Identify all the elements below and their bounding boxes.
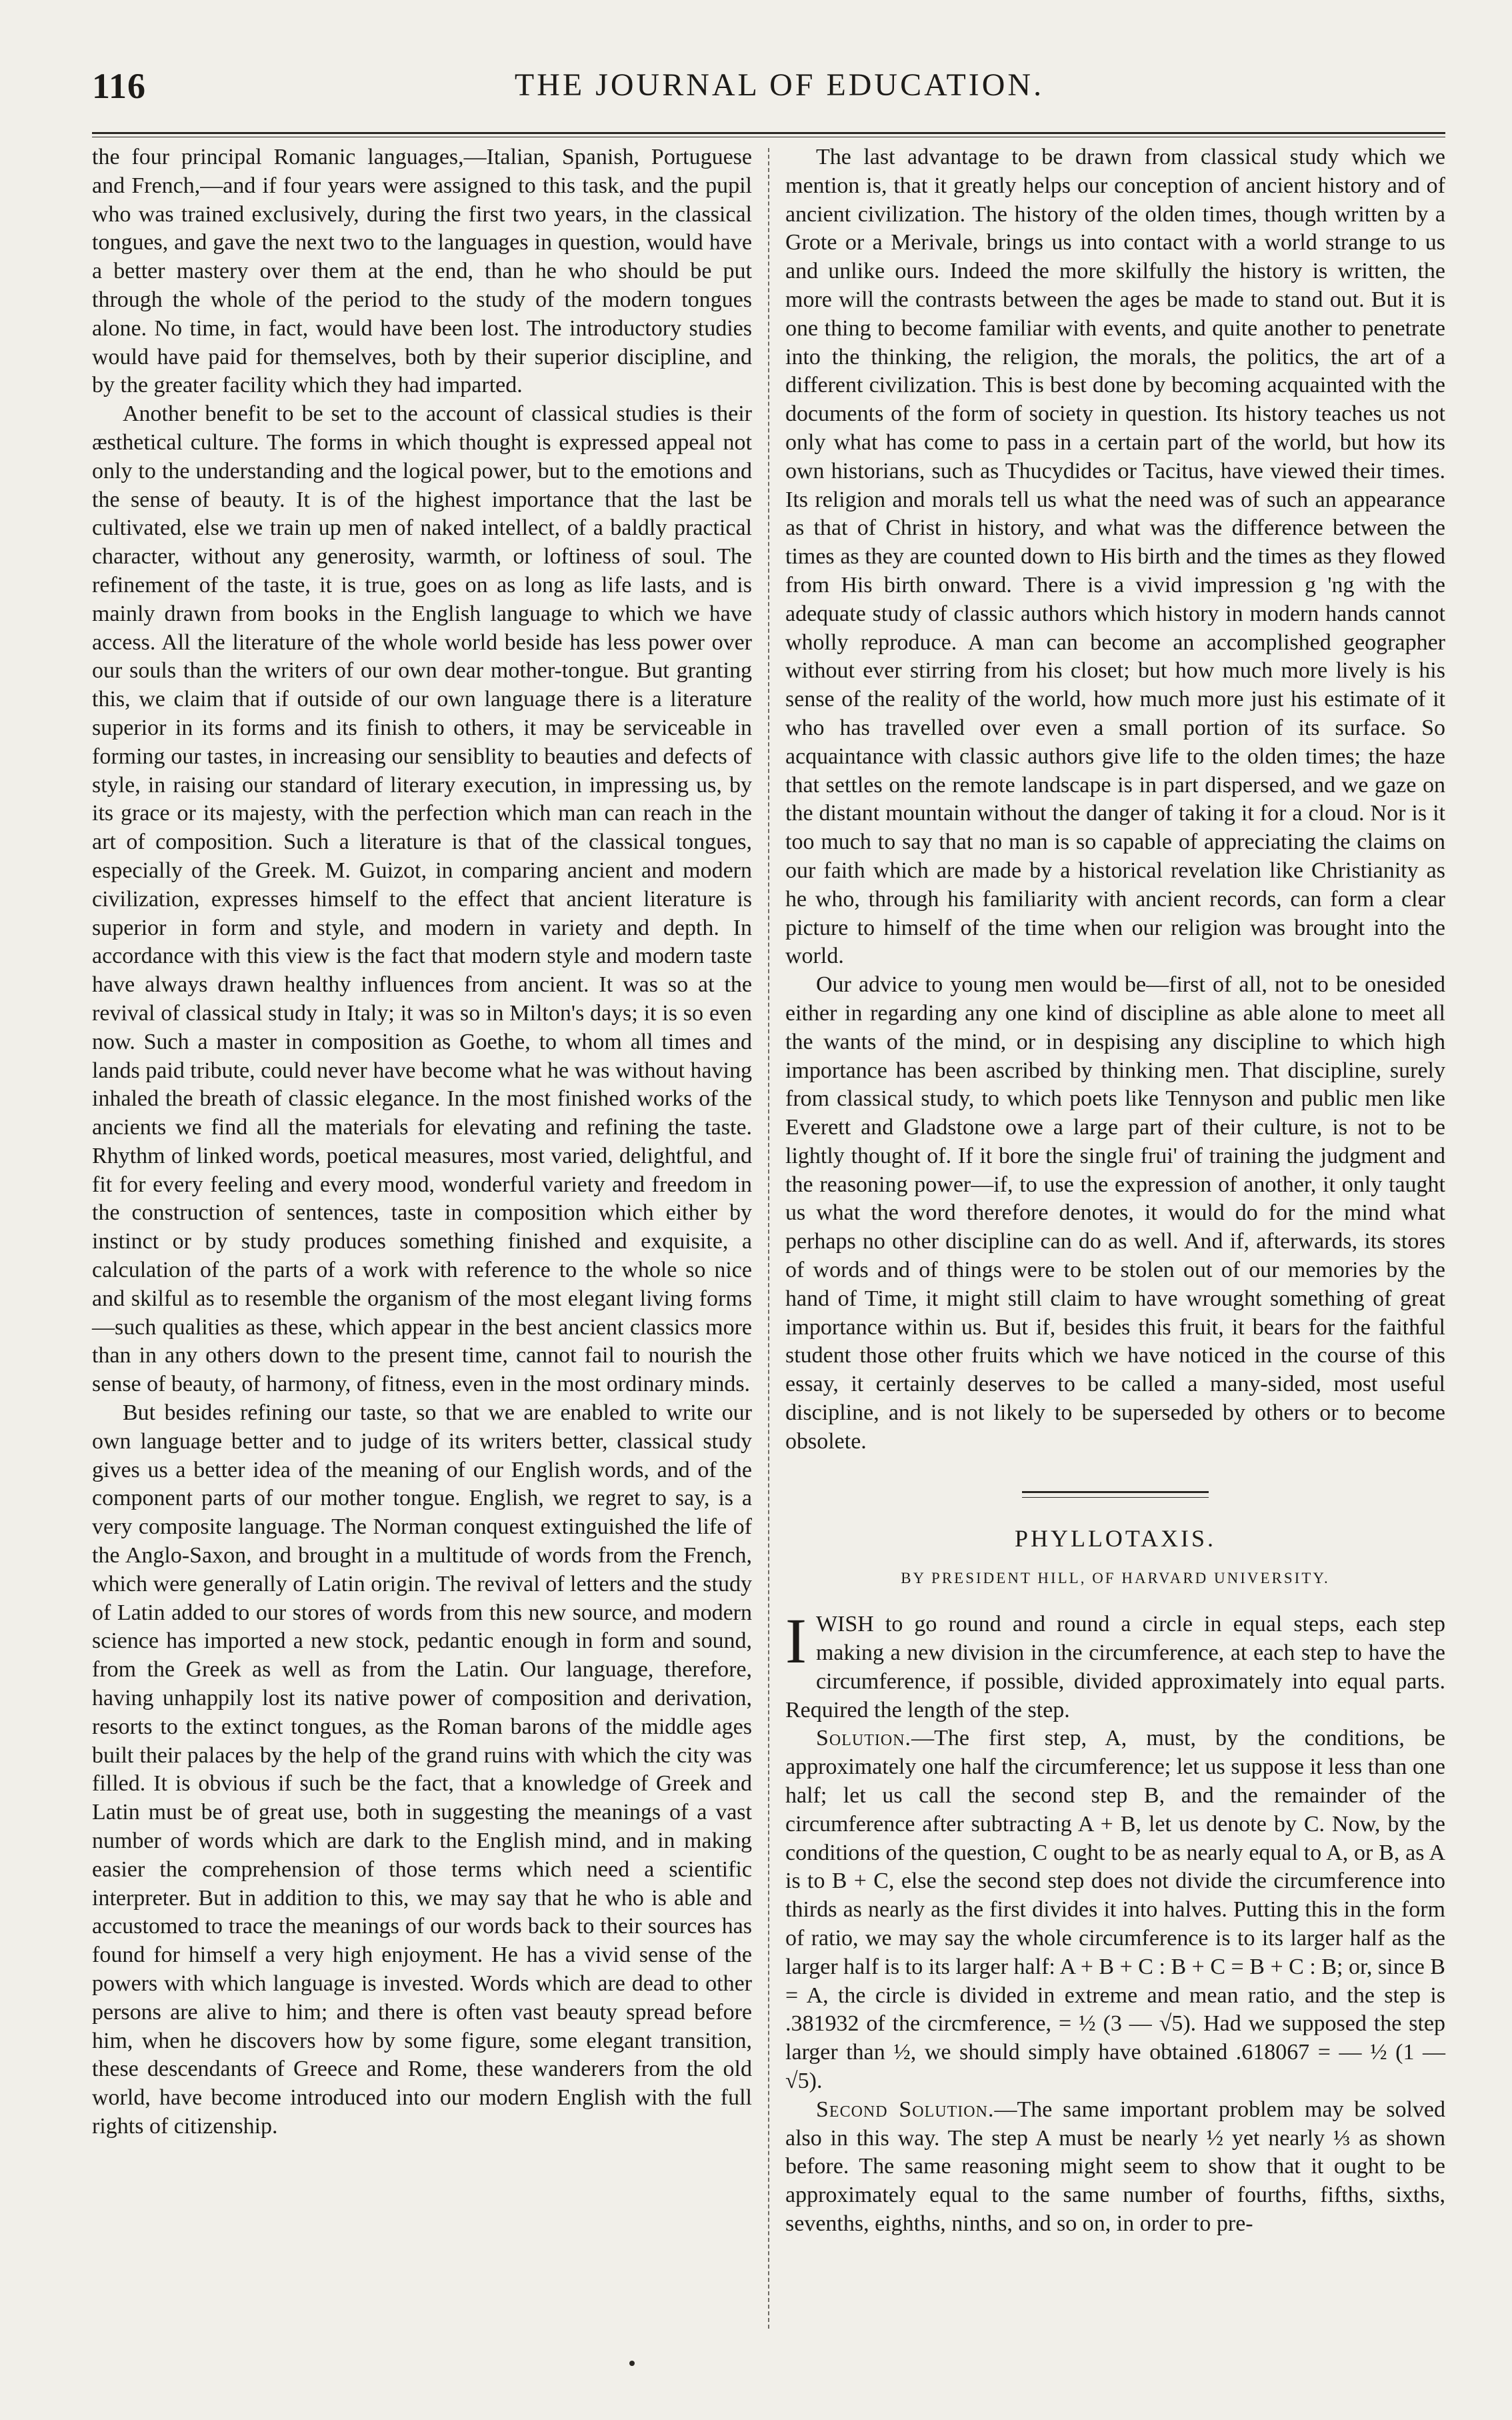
solution-label: Solution. — [816, 1726, 912, 1751]
page-number: 116 — [92, 66, 147, 106]
solution-text: —The first step, A, must, by the conditions, be approximately one half the circumference; let us suppose it less than one half; let us call the second step B, and the remainder of the circumference after subtracting A + B, let us denote by C. Now, by the conditions of the question, C ought to be as nearly equal to A, or B, as A is to B + C, else the second step does not divide the circumference into thirds as nearly as the first divides it into halves. Putting this in the form of ratio, we may say the whole circumference is to its larger half as the larger half is to its larger half: A + B + C : B + C = B + C : B; or, since B = A, the circle is divided in extreme and mean ratio, and the step is .381932 of the circmference, = ½ (3 — √5). Had we supposed the step larger than ½, we should simply have obtained .618067 = — ½ (1 — √5). — [785, 1726, 1445, 2093]
column-divider — [768, 148, 769, 2329]
article-byline: BY PRESIDENT HILL, OF HARVARD UNIVERSITY. — [901, 1570, 1330, 1587]
second-solution-label: Second Solution. — [816, 2097, 995, 2122]
running-head: THE JOURNAL OF EDUCATION. — [514, 67, 1045, 103]
problem-paragraph — [785, 1605, 1445, 1724]
left-column — [92, 143, 752, 2141]
right-paragraph-2: Our advice to young men would be—first of all, not to be onesided either in regarding any one kind of discipline as able alone to meet all the wants of the mind, or in despising any discipline to which high importance has been ascribed by thinking men. That discipline, surely from classical study, to which poets like Tennyson and public men like Everett and Gladstone owe a large part of their culture, is not to be lightly thought of. If it bore the single frui' of training the judgment and the reasoning power—if, to use the expression of another, it only taught us what the word therefore denotes, it would do for the mind what perhaps no other discipline can do as well. And if, afterwards, its stores of words and of things were to be stolen out of our memories by the hand of Time, it might still claim to have wrought something of great importance within us. But if, besides this fruit, it bears for the faithful student those other fruits which we have noticed in the course of this essay, it certainly deserves to be called a many-sided, most useful discipline, and is not likely to be superseded by others or to become obsolete. — [785, 972, 1445, 1454]
second-solution-paragraph — [785, 2096, 1445, 2239]
drop-cap: I — [785, 1605, 807, 1677]
right-column — [785, 143, 1445, 2239]
solution-paragraph — [785, 1724, 1445, 2095]
article-title: PHYLLOTAXIS. — [1014, 1524, 1217, 1552]
problem-text: WISH to go round and round a circle in equal steps, each step making a new division in the circumference, at each step to have the circumference, if possible, divided approximately into equal parts. Required the length of the step. — [785, 1612, 1445, 1722]
left-paragraph-2: Another benefit to be set to the account of classical studies is their æsthetical culture. The forms in which thought is expressed appeal not only to the understanding and the logical power, but to the emotions and the sense of beauty. It is of the highest importance that the last be cultivated, else we train up men of naked intellect, of a baldly practical character, without any generosity, warmth, or loftiness of soul. The refinement of the taste, it is true, goes on as long as life lasts, and is mainly drawn from books in the English language to which we have access. All the literature of the whole world beside has less power over our souls than the writers of our own dear mother-tongue. But granting this, we claim that if outside of our own language there is a literature superior in its forms and its finish to others, it may be serviceable in forming our tastes, in increasing our sensiblity to beauties and defects of style, in raising our standard of literary execution, in impressing us, by its grace or its majesty, with the perfection which man can reach in the art of composition. Such a literature is that of the classical tongues, especially of the Greek. M. Guizot, in comparing ancient and modern civilization, expresses himself to the effect that ancient literature is superior in form and style, and modern in variety and depth. In accordance with this view is the fact that modern style and modern taste have always drawn healthy influences from ancient. It was so at the revival of classical study in Italy; it was so in Milton's days; it is so even now. Such a master in composition as Goethe, to whom all times and lands paid tribute, could never have become what he was without having inhaled the breath of classic elegance. In the most finished works of the ancients we find all the materials for elevating and refining the taste. Rhythm of linked words, poetical measures, most varied, delightful, and fit for every feeling and every mood, wonderful variety and freedom in the construction of sentences, taste in composition which either by instinct or by study produces something finished and exquisite, a calculation of the parts of a work with reference to the whole so nice and skilful as to resemble the organism of the most elegant living forms—such qualities as these, which appear in the best ancient classics more than in any others down to the present time, cannot fail to nourish the sense of beauty, of harmony, of fitness, even in the most ordinary minds. — [92, 401, 752, 1397]
right-paragraph-1: The last advantage to be drawn from classical study which we mention is, that it greatly helps our conception of ancient history and of ancient civilization. The history of the olden times, though written by a Grote or a Merivale, brings us into contact with a world strange to us and unlike ours. Indeed the more skilfully the history is written, the more will the contrasts between the ages be made to stand out. But it is one thing to become familiar with events, and quite another to penetrate into the thinking, the religion, the morals, the politics, the art of a different civilization. This is best done by becoming acquainted with the documents of the form of society in question. Its history teaches us not only what has come to pass in a certain part of the world, but how its own historians, such as Thucydides or Tacitus, have viewed their times. Its religion and morals tell us what the need was of such an appearance as that of Christ in history, and what was the difference between the times as they are counted down to His birth and the times as they flowed from His birth onward. There is a vivid impression g 'ng with the adequate study of classic authors which history in modern hands cannot wholly reproduce. A man can become an accomplished geographer without ever stirring from his closet; but how much more lively is his sense of the reality of the world, how much more just his estimate of it who has travelled over even a small portion of its surface. So acquaintance with classic authors give life to the olden times; the haze that settles on the remote landscape is in part dispersed, and we gaze on the distant mountain without the danger of taking it for a cloud. Nor is it too much to say that no man is so capable of appreciating the claims on our faith which are made by a historical revelation like Christianity as he who, through his familiarity with ancient records, can form a clear picture to himself of the time when our religion was brought into the world. — [785, 145, 1445, 969]
header-rule — [92, 132, 1445, 134]
second-solution-text: —The same important problem may be solved also in this way. The step A must be nearly ½ yet nearly ⅓ as shown before. The same reasoning might seem to show that it ought to be approximately equal to the same number of fourths, fifths, sixths, sevenths, eighths, ninths, and so on, in order to pre- — [785, 2097, 1446, 2236]
article-rule — [1022, 1491, 1209, 1493]
left-paragraph-3: But besides refining our taste, so that we are enabled to write our own language better and to judge of its writers better, classical study gives us a better idea of the meaning of our English words, and of the component parts of our mother tongue. English, we regret to say, is a very composite language. The Norman conquest extinguished the life of the Anglo-Saxon, and brought in a multitude of words from the French, which were generally of Latin origin. The revival of letters and the study of Latin added to our stores of words from this new source, and modern science has imported a new stock, pedantic enough in form and sound, from the Greek as well as from the Latin. Our language, therefore, having unhappily lost its native power of composition and derivation, resorts to the extinct tongues, as the Roman barons of the middle ages built their palaces by the help of the grand ruins with which the city was filled. It is obvious if such be the fact, that a knowledge of Greek and Latin must be of great use, both in suggesting the meanings of a vast number of words which are dark to the English mind, and in making easier the comprehension of those terms which need a scientific interpreter. But in addition to this, we may say that he who is able and accustomed to trace the meanings of our words back to their sources has found for himself a very high enjoyment. He has a vivid sense of the powers with which language is invested. Words which are dead to other persons are alive to him; and there is often vast beauty spread before him, when he discovers how by some figure, some elegant transition, these descendants of Greece and Rome, these wanderers from the old world, have become introduced into our modern English with the full rights of citizenship. — [92, 1400, 752, 2139]
footer-mark — [629, 2361, 635, 2366]
article-rule-thin — [1022, 1497, 1209, 1498]
left-paragraph-1: the four principal Romanic languages,—Italian, Spanish, Portuguese and French,—and if four years were assigned to this task, and the pupil who was trained exclusively, during the first two years, in the classical tongues, and gave the next two to the languages in question, would have a better mastery over them at the end, than he who should be put through the whole of the period to the study of the modern tongues alone. No time, in fact, would have been lost. The introductory studies would have paid for themselves, both by their superior discipline, and by the greater facility which they had imparted. — [92, 145, 752, 398]
